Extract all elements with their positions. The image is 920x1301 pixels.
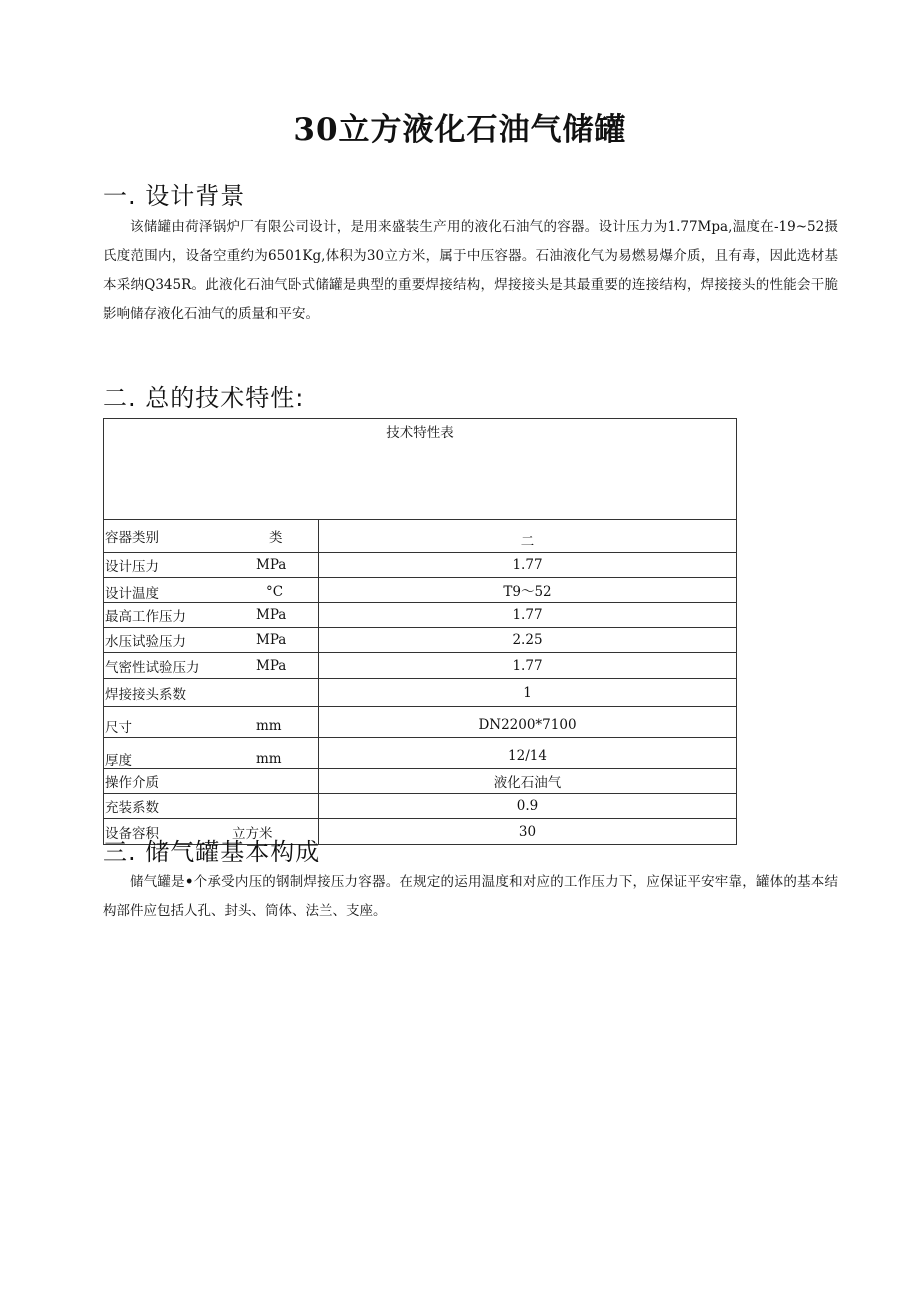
row-label-cell bbox=[104, 794, 319, 819]
row-value: 1.77 bbox=[319, 653, 737, 679]
section-heading-design-background: 一. 设计背景 bbox=[103, 182, 246, 210]
row-unit: °C bbox=[266, 584, 284, 601]
row-unit: 立方米 bbox=[232, 825, 273, 842]
table-row bbox=[104, 769, 737, 794]
row-label-cell bbox=[104, 578, 319, 603]
row-label: 焊接接头系数 bbox=[105, 686, 186, 703]
row-label-cell bbox=[104, 738, 319, 769]
page-title: 30立方液化石油气储罐 bbox=[293, 112, 627, 148]
design-background-paragraph: 该储罐由荷泽锅炉厂有限公司设计，是用来盛装生产用的液化石油气的容器。设计压力为1.77Mpa,温度在-19~52摄氏度范围内，设备空重约为6501Kg,体积为30立方米，属于中压容器。石油液化气为易燃易爆介质，且有毒，因此选材基本采纳Q345R。此液化石油气卧式储罐是典型的重要焊接结构，焊接接头是其最重要的连接结构，焊接接头的性能会干脆影响储存液化石油气的质量和平安。 bbox=[103, 219, 838, 322]
row-label-cell bbox=[104, 628, 319, 653]
row-label: 操作介质 bbox=[105, 775, 159, 791]
row-label: 充装系数 bbox=[105, 800, 159, 816]
table-row bbox=[104, 553, 737, 578]
row-label-cell bbox=[104, 553, 319, 578]
row-label: 最高工作压力 bbox=[105, 609, 186, 625]
table-row bbox=[104, 628, 737, 653]
row-unit: MPa bbox=[256, 607, 287, 623]
basic-composition-paragraph bbox=[103, 868, 838, 926]
basic-composition-text-start: 储气罐是 bbox=[130, 874, 185, 890]
row-label-cell bbox=[104, 679, 319, 707]
row-unit: MPa bbox=[256, 657, 287, 674]
row-unit: 类 bbox=[269, 530, 283, 546]
row-label: 设计温度 bbox=[105, 586, 159, 603]
row-label-cell bbox=[104, 603, 319, 628]
row-label: 厚度 bbox=[105, 753, 132, 769]
row-value: 2.25 bbox=[319, 628, 737, 653]
spec-table bbox=[103, 418, 737, 845]
row-unit: mm bbox=[256, 717, 282, 734]
row-value: 12/14 bbox=[319, 738, 737, 769]
row-label: 尺寸 bbox=[105, 719, 132, 736]
section-heading-basic-composition: 三. 储气罐基本构成 bbox=[103, 838, 321, 866]
row-label: 设备容积 bbox=[105, 825, 159, 842]
bullet-dot: • bbox=[184, 874, 194, 890]
row-label-cell bbox=[104, 520, 319, 553]
table-row bbox=[104, 603, 737, 628]
row-value: DN2200*7100 bbox=[319, 707, 737, 738]
row-value: 30 bbox=[319, 819, 737, 845]
row-value: 液化石油气 bbox=[319, 769, 737, 794]
row-unit: MPa bbox=[256, 557, 287, 573]
table-row bbox=[104, 794, 737, 819]
row-label-cell bbox=[104, 707, 319, 738]
row-unit: MPa bbox=[256, 632, 287, 648]
table-row bbox=[104, 738, 737, 769]
row-value: 二 bbox=[319, 520, 737, 553]
row-value: 1 bbox=[319, 679, 737, 707]
row-label-cell bbox=[104, 769, 319, 794]
row-label: 设计压力 bbox=[105, 559, 159, 575]
spec-table-caption: 技术特性表 bbox=[104, 419, 737, 520]
row-label-cell bbox=[104, 653, 319, 679]
table-row bbox=[104, 707, 737, 738]
spec-table-caption-row bbox=[104, 419, 737, 520]
row-value: 0.9 bbox=[319, 794, 737, 819]
row-label: 容器类别 bbox=[105, 530, 159, 546]
table-row bbox=[104, 653, 737, 679]
row-value: 1.77 bbox=[319, 553, 737, 578]
row-label: 气密性试验压力 bbox=[105, 659, 200, 676]
row-unit: mm bbox=[256, 751, 282, 767]
table-row bbox=[104, 578, 737, 603]
row-label: 水压试验压力 bbox=[105, 634, 186, 650]
section-heading-technical-characteristics: 二. 总的技术特性: bbox=[103, 384, 305, 412]
row-value: 1.77 bbox=[319, 603, 737, 628]
table-row bbox=[104, 520, 737, 553]
table-row bbox=[104, 679, 737, 707]
basic-composition-text-rest: 个承受内压的钢制焊接压力容器。在规定的运用温度和对应的工作压力下，应保证平安牢靠，罐体的基本结构部件应包括人孔、封头、筒体、法兰、支座。 bbox=[103, 874, 839, 919]
row-value: T9～52 bbox=[319, 578, 737, 603]
